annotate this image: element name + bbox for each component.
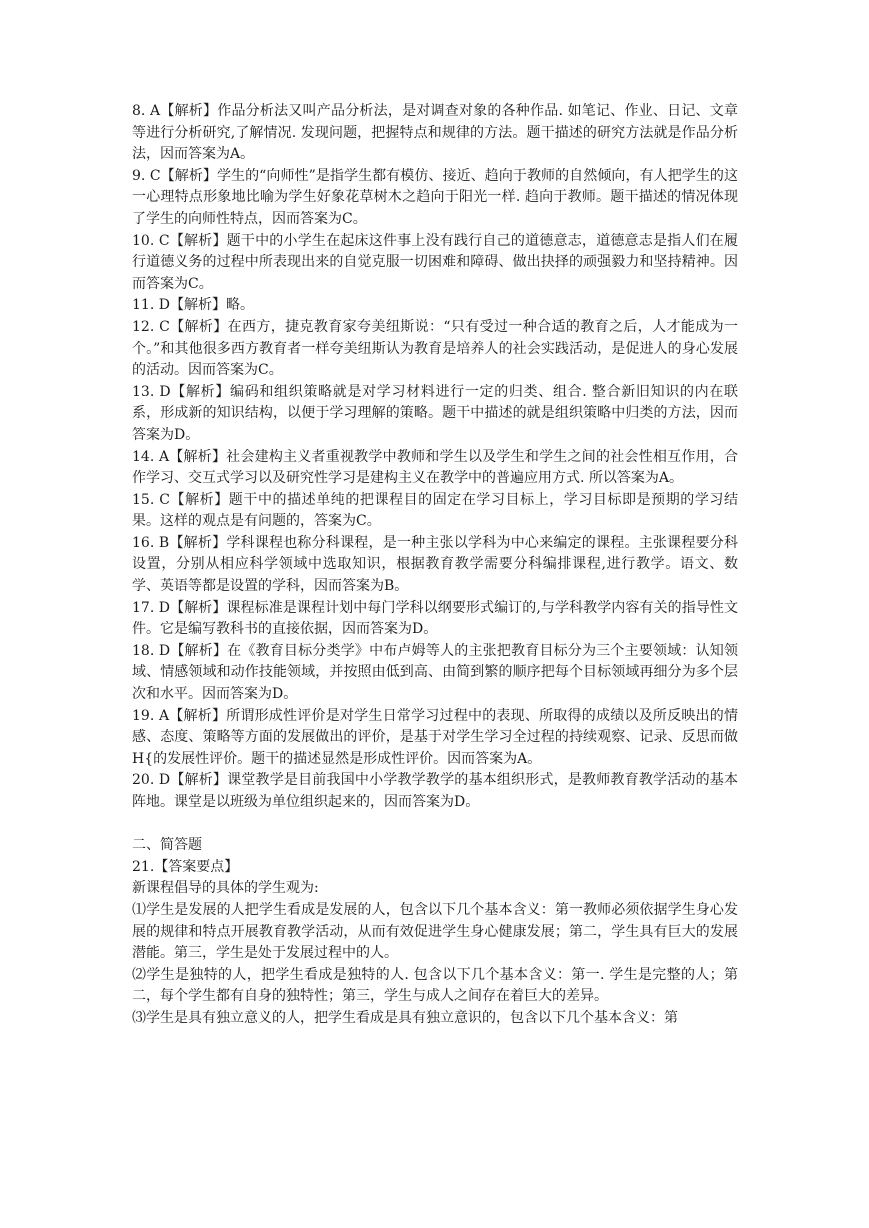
answer-point-1: ⑴学生是发展的人把学生看成是发展的人，包含以下几个基本含义：第一教师必须依据学生身心发展的规律和特点开展教育教学活动，从而有效促进学生身心健康发展；第二，学生具有巨大的发展潜能。第三，学生是处于发展过程中的人。: [132, 901, 738, 962]
answer-item-16: 16. B【解析】学科课程也称分科课程，是一种主张以学科为中心来编定的课程。主张课程要分科设置，分别从相应科学领域中选取知识，根据教育教学需要分科编排课程,进行教学。语文、数学、英语等都是设置的学科，因而答案为B。: [132, 534, 738, 595]
answer-item-17: 17. D【解析】课程标准是课程计划中每门学科以纲要形式编订的,与学科教学内容有关的指导性文件。它是编写教科书的直接依据，因而答案为D。: [132, 599, 738, 638]
answer-item-8: 8. A【解析】作品分析法又叫产品分析法，是对调查对象的各种作品. 如笔记、作业、日记、文章等进行分析研究,了解情况. 发现问题，把握特点和规律的方法。题干描述的研究方法就是作品分析法，因而答案为A。: [132, 103, 738, 163]
answer-item-11: 11. D【解析】略。: [132, 297, 254, 314]
answer-item-13: 13. D【解析】编码和组织策略就是对学习材料进行一定的归类、组合. 整合新旧知识的内在联系，形成新的知识结构，以便于学习理解的策略。题干中描述的就是组织策略中归类的方法，因而答案为D。: [132, 383, 738, 443]
answer-item-12: 12. C【解析】在西方，捷克教育家夸美纽斯说：“只有受过一种合适的教育之后，人才能成为一个。”和其他很多西方教育者一样夸美纽斯认为教育是培养人的社会实践活动，是促进人的身心发展的活动。因而答案为C。: [132, 318, 738, 379]
answer-point-2: ⑵学生是独特的人，把学生看成是独特的人. 包含以下几个基本含义：第一. 学生是完整的人；第二，每个学生都有自身的独特性；第三，学生与成人之间存在着巨大的差异。: [132, 966, 738, 1005]
section-spacer: [132, 814, 738, 836]
answer-item-19: 19. A【解析】所谓形成性评价是对学生日常学习过程中的表现、所取得的成绩以及所反映出的情感、态度、策略等方面的发展做出的评价，是基于对学生学习全过程的持续观察、记录、反思而做H{的发展性评价。题干的描述显然是形成性评价。因而答案为A。: [132, 707, 738, 767]
answer-item-20: 20. D【解析】课堂教学是目前我国中小学教学教学的基本组织形式，是教师教育教学活动的基本阵地。课堂是以班级为单位组织起来的，因而答案为D。: [132, 772, 738, 810]
answer-item-9: 9. C【解析】学生的“向师性”是指学生都有模仿、接近、趋向于教师的自然倾向，有人把学生的这一心理特点形象地比喻为学生好象花草树木之趋向于阳光一样. 趋向于教师。题干描述的情况体现了学生的向师性特点，因而答案为C。: [132, 167, 738, 227]
answer-item-18: 18. D【解析】在《教育目标分类学》中布卢姆等人的主张把教育目标分为三个主要领域：认知领域、情感领域和动作技能领域，并按照由低到高、由简到繁的顺序把每个目标领域再细分为多个层次和水平。因而答案为D。: [132, 642, 738, 703]
answer-point-3: ⑶学生是具有独立意义的人，把学生看成是具有独立意识的，包含以下几个基本含义：第: [132, 1009, 678, 1026]
answer-key-content: [132, 101, 738, 1030]
question-21-label: 21.【答案要点】: [132, 858, 239, 875]
answer-item-10: 10. C【解析】题干中的小学生在起床这件事上没有践行自己的道德意志，道德意志是指人们在履行道德义务的过程中所表现出来的自觉克服一切困难和障碍、做出抉择的顽强毅力和坚持精神。因而答案为C。: [132, 232, 738, 292]
answer-intro: 新课程倡导的具体的学生观为:: [132, 880, 319, 897]
section-heading: 二、简答题: [132, 837, 202, 854]
answer-item-14: 14. A【解析】社会建构主义者重视教学中教师和学生以及学生和学生之间的社会性相互作用，合作学习、交互式学习以及研究性学习是建构主义在教学中的普遍应用方式. 所以答案为A。: [132, 448, 738, 487]
answer-item-15: 15. C【解析】题干中的描述单纯的把课程目的固定在学习目标上，学习目标即是预期的学习结果。这样的观点是有问题的，答案为C。: [132, 491, 738, 530]
